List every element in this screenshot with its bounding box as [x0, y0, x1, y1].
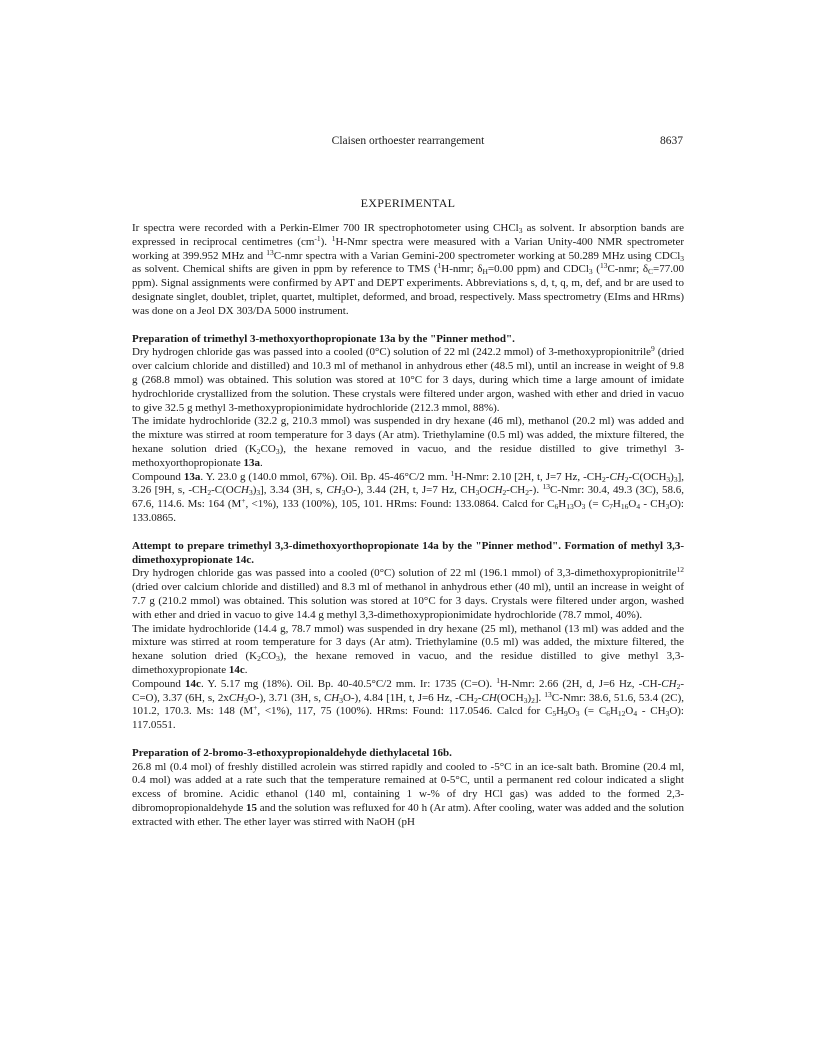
compound-data-paragraph: Compound 13a. Y. 23.0 g (140.0 mmol, 67%). Oil. Bp. 45-46°C/2 mm. $^1$H-Nmr: 2.10 [2H, t, J=7 Hz, $-CH_2-CH_2-C(OCH_3)_3$], 3.26 [9H, s, $-CH_2-C(OCH_3)_3$], 3.34 (3H, s, $CH_3O-$), 3.44 (2H, t, J=7 Hz, $CH_3OCH_2-CH_2-$). $^{13}$C-Nmr: 30.4, 49.3 (3C), 58.6, 67.6, 114.6. Ms: 164 (M+, <1%), 133 (100%), 105, 101. HRms: Found: 133.0864. Calcd for $C_6H_{13}O_3$ (= $C_7H_{16}O_4 - CH_3O$): 133.0865. — [132, 468, 684, 524]
procedure-16b — [132, 747, 684, 830]
page-number: 8637 — [660, 135, 683, 147]
section-title: EXPERIMENTAL — [360, 196, 456, 210]
general-methods-paragraph: Ir spectra were recorded with a Perkin-Elmer 700 IR spectrophotometer using CHCl$_3$ as solvent. Ir absorption bands are expressed in reciprocal centimetres $(cm^{-1})$. $^1$H-Nmr spectra were measured with a Varian Unity-400 NMR spectrometer working at 399.952 MHz and $^{13}$C-nmr spectra with a Varian Gemini-200 spectrometer working at 50.289 MHz using CDCl$_3$ as solvent. Chemical shifts are given in ppm by reference to TMS ($^1$H-nmr; $\delta_H=0.00$ ppm) and CDCl$_3$ ($^{13}$C-nmr; $\delta_C=77.00$ ppm). Signal assignments were confirmed by APT and DEPT experiments. Abbreviations s, d, t, q, m, def, and br are used to designate singlet, doublet, triplet, quartet, multiplet, deformed, and broad, respectively. Mass spectrometry (EIms and HRms) was done on a Jeol DX 303/DA 5000 instrument. — [132, 222, 685, 317]
procedure-paragraph: The imidate hydrochloride (32.2 g, 210.3 mmol) was suspended in dry hexane (46 ml), methanol (20.2 ml) was added and the mixture was stirred at room temperature for 3 days (Ar atm). Triethylamine (0.5 ml) was added, the mixture filtered, the hexane solution dried $(K_2CO_3)$, the hexane removed in vacuo, and the residue distilled to give trimethyl 3-methoxyorthopropionate 13a. — [132, 415, 684, 469]
procedure-paragraph: 26.8 ml (0.4 mol) of freshly distilled acrolein was stirred rapidly and cooled to -5°C in an ice-salt bath. Bromine (20.4 ml, 0.4 mol) was added at a rate such that the temperature remained at 0-5°C, until a permanent red colour indicated a slight excess of bromine. Acidic ethanol (140 ml, containing 1 w-% of dry HCl gas) was added to the formed 2,3-dibromopropionaldehyde 15 and the solution was refluxed for 40 h (Ar atm). After cooling, water was added and the solution extracted with ether. The ether layer was stirred with NaOH (pH — [132, 760, 684, 828]
article-body — [132, 222, 684, 830]
procedure-paragraph: Dry hydrogen chloride gas was passed into a cooled (0°C) solution of 22 ml (196.1 mmol) of 3,3-dimethoxypropionitrile$^{12}$ (dried over calcium chloride and distilled) and 8.3 ml of methanol in anhydrous ether (40 ml), until an increase in weight of 7.7 g (210.2 mmol) was obtained. This solution was stored at 10°C for 3 days. Crystals were filtered under argon, washed with ether and dried in vacuo to give 14.4 g methyl 3,3-dimethoxypropionimidate hydrochloride (78.7 mmol, 40%). — [132, 565, 684, 621]
running-header — [0, 135, 816, 151]
procedure-13a — [132, 333, 684, 526]
procedure-title: Attempt to prepare trimethyl 3,3-dimethoxyorthopropionate 14a by the "Pinner method". Formation of methyl 3,3-dimethoxypropionate 14c. — [132, 539, 684, 566]
procedure-title: Preparation of 2-bromo-3-ethoxypropionaldehyde diethylacetal 16b. — [132, 746, 452, 759]
compound-data-paragraph: Compound 14c. Y. 5.17 mg (18%). Oil. Bp. 40-40.5°C/2 mm. Ir: 1735 (C=O). $^1$H-Nmr: 2.66 (2H, d, J=6 Hz, $-CH-CH_2-C=O$), 3.37 (6H, s, 2xCH$_3$O-), 3.71 (3H, s, $CH_3O-$), 4.84 [1H, t, J=6 Hz, $-CH_2-CH(OCH_3)_2$]. $^{13}$C-Nmr: 38.6, 51.6, 53.4 (2C), 101.2, 170.3. Ms: 148 (M+, <1%), 117, 75 (100%). HRms: Found: 117.0546. Calcd for $C_5H_9O_3$ (= $C_6H_{12}O_4 - CH_3O$): 117.0551. — [132, 675, 684, 732]
procedure-14c — [132, 540, 684, 733]
running-title: Claisen orthoester rearrangement — [331, 135, 485, 147]
procedure-paragraph: Dry hydrogen chloride gas was passed into a cooled (0°C) solution of 22 ml (242.2 mmol) of 3-methoxypropionitrile$^9$ (dried over calcium chloride and distilled) and 10.3 ml of methanol in anhydrous ether (48.5 ml), until an increase in weight of 9.8 g (268.8 mmol) was obtained. This solution was stored at 10°C for 3 days, during which time a large amount of imidate hydrochloride crystallized from the solution. These crystals were filtered under argon, washed with ether and dried in vacuo to give 32.5 g methyl 3-methoxypropionimidate hydrochloride (212.3 mmol, 88%). — [132, 344, 685, 414]
procedure-title: Preparation of trimethyl 3-methoxyorthopropionate 13a by the "Pinner method". — [132, 332, 515, 345]
procedure-paragraph: The imidate hydrochloride (14.4 g, 78.7 mmol) was suspended in dry hexane (25 ml), methanol (13 ml) was added and the mixture was stirred at room temperature for 3 days (Ar atm). Triethylamine (0.5 ml) was added, the mixture filtered, the hexane solution dried $(K_2CO_3)$, the hexane removed in vacuo, and the residue distilled to give methyl 3,3-dimethoxypropionate 14c. — [132, 622, 684, 676]
